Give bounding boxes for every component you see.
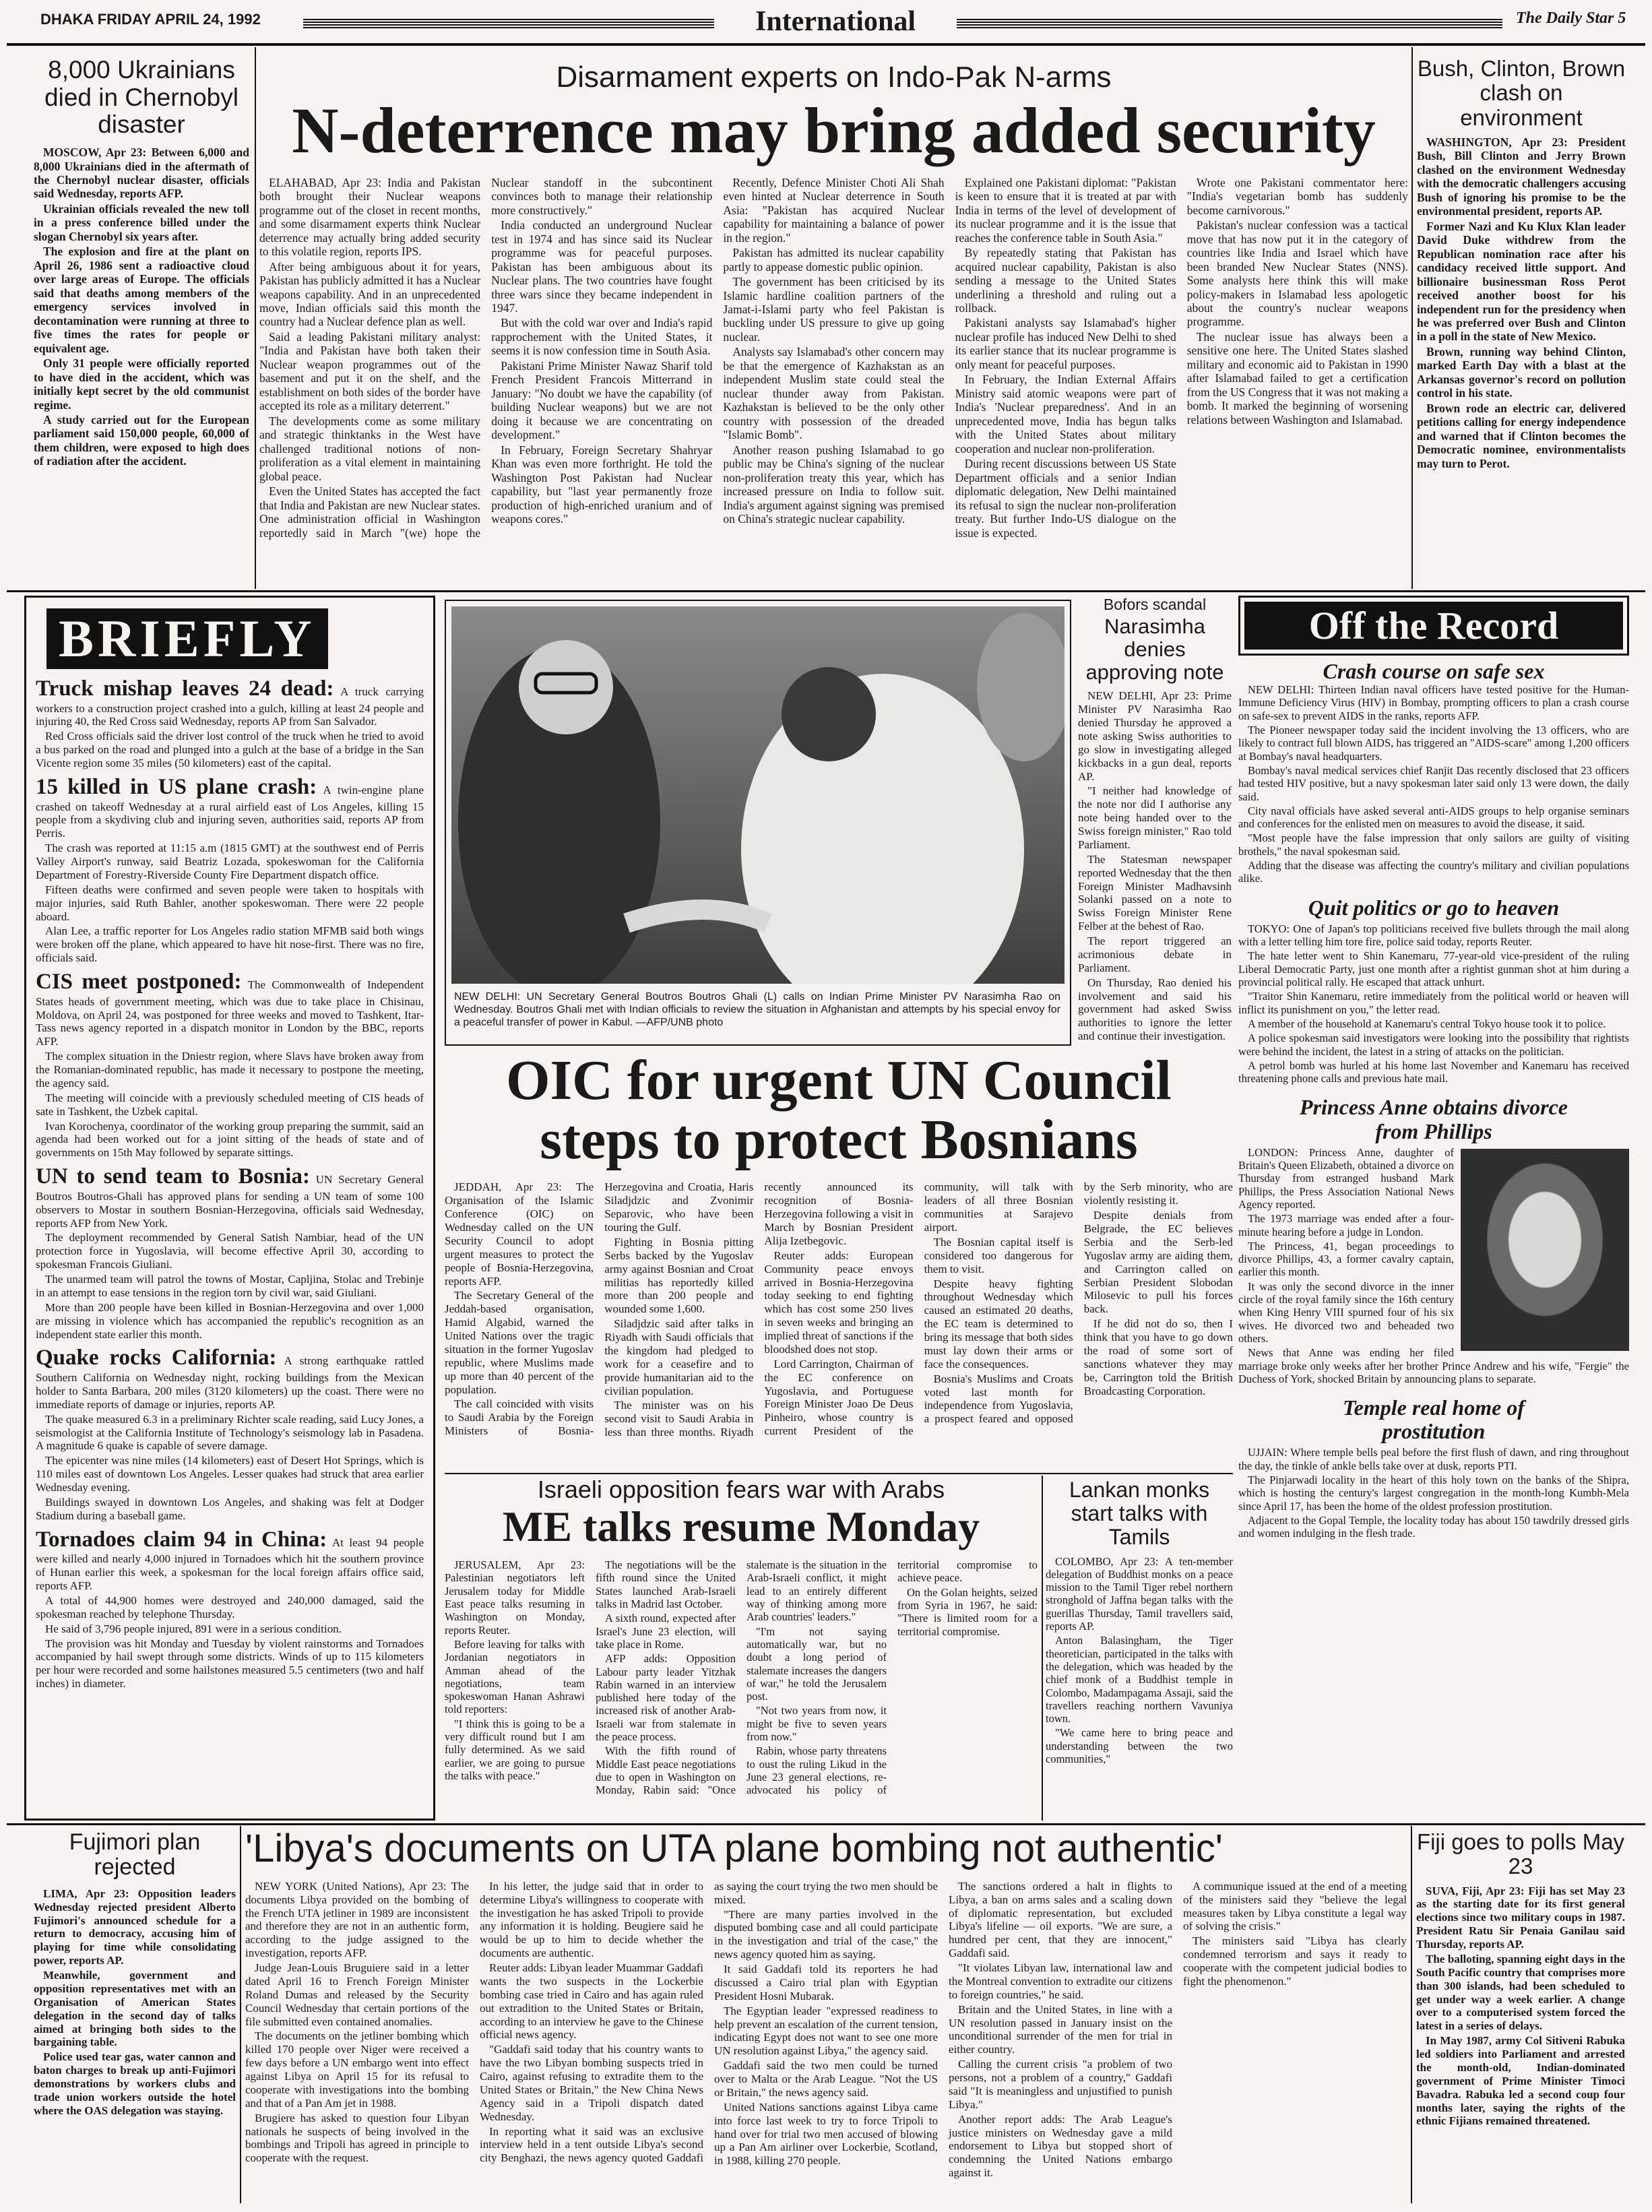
paragraph: The Secretary General of the Jeddah-based organisation, Hamid Algabid, warned the United Nations over the tragic situation in the former Yugoslav republic, where Muslims made up more than 40 percent of the population. [445,1289,594,1396]
paragraph: The sanctions ordered a halt in flights to Libya, a ban on arms sales and a scaling down of diplomatic representation, but excluded Libya's lifeline — oil exports. "We are sure, a hundred per cent, that they are innocent," Gaddafi said. [949,1879,1172,1960]
paragraph: TOKYO: One of Japan's top politicians received five bullets through the mail along with a letter telling him tore fire, police said today, reports Reuter. [1238,922,1629,949]
brief-item [36,1527,424,1690]
paragraph: In reporting what it said was an exclusive interview held in a tent outside Libya's second city Benghazi, the news agency quoted Gaddafi as saying the court trying the two men should be mixed. [480,1879,938,2165]
paragraph: The government has been criticised by its Islamic hardline coalition partners of the Jamat-i-Islami party who feel Pakistan is buckling under US pressure to give up going nuclear. [723,275,945,344]
paragraph: The balloting, spanning eight days in the South Pacific country that comprises more than 300 islands, had been scheduled to get under way a week earlier. A change over to a computerised system forced the latest in a series of delays. [1416,1952,1625,2033]
paragraph: Pakistani analysts say Islamabad's higher nuclear profile has induced New Delhi to shed its earlier stance that its nuclear programme is only meant for peaceful purposes. [955,316,1176,371]
paragraph: The Pinjarwadi locality in the heart of this holy town on the banks of the Shipra, which is hosting the century's largest congregation in the month-long Kumbh-Mela since April 17, has been the home of the oldest profession prostitution. [1238,1474,1629,1513]
paragraph: The deployment recommended by General Satish Nambiar, head of the UN protection force in Yugoslavia, will become effective April 30, according to spokesman Francois Giuliani. [36,1231,424,1271]
otr-headline: Temple real home of prostitution [1343,1395,1525,1444]
paragraph: The Princess, 41, began proceedings to divorce Phillips, 43, a former cavalry captain, earlier this month. [1238,1239,1454,1279]
paragraph: He said of 3,796 people injured, 891 were in a serious condition. [45,1622,342,1635]
paragraph: Recently, Defence Minister Choti Ali Shah even hinted at Nuclear deterrence in South Asia: "Pakistan has acquired Nuclear capability for maintaining a balance of power in the region." [723,175,945,245]
paragraph: Said a leading Pakistani military analyst: "India and Pakistan have both taken their Nuclear weapon programmes out of the basement and put it on the shelf, and the establishment on both sides of the border have accepted its role as a military deterrent." [259,329,481,413]
paragraph: Before leaving for talks with Jordanian negotiators in Amman ahead of the negotiations, team spokeswoman Hanan Ashrawi told reporters: [445,1637,585,1716]
paragraph: NEW YORK (United Nations), Apr 23: The documents Libya provided on the bombing of the French UTA jetliner in 1989 are inconsistent and therefore they are not in an authentic form, according to the judge assigned to the investigation, reports AFP. [245,1879,469,1960]
paragraph: Lord Carrington, Chairman of the EC conference on Yugoslavia, and Portuguese Foreign Minister Joao De Deus Pinheiro, whose country is current President of the community, will talk with leaders of all three Bosnian communities at Sarajevo airport. [764,1180,1073,1438]
paragraph: "It violates Libyan law, international law and the Montreal convention to extradite our citizens to foreign countries," he said. [949,1961,1172,2001]
paragraph: UJJAIN: Where temple bells peal before the first flush of dawn, and ring throughout the day, the tinkle of ankle bells take over at dusk, reports PTI. [1238,1446,1629,1472]
paragraph: The negotiations will be the fifth round since the United States launched Arab-Israeli talks in Madrid last October. [596,1558,736,1611]
article-headline: OIC for urgent UN Council steps to protect Bosnians [506,1051,1172,1172]
paragraph: The explosion and fire at the plant on April 26, 1986 sent a radioactive cloud over large areas of Europe. The officials said that deaths among members of the emergency services involved in decontamination were running at three to five times the rates for people or equivalent age. [34,245,249,355]
paragraph: City naval officials have asked several anti-AIDS groups to help organise seminars and conferences for the enlisted men on measures to avoid the disease, it said. [1238,804,1629,831]
paragraph: Bombay's naval medical services chief Ranjit Das recently disclosed that 23 officers had tested HIV positive, but a navy spokesman later said only 13 were down, the daily said. [1238,763,1629,803]
article-headline: ME talks resume Monday [502,1503,980,1550]
paragraph: The Pioneer newspaper today said the incident involving the 13 officers, who are likely to contract full blown AIDS, has triggered an "AIDS-scare" among 1,200 officers at Bombay's naval headquarters. [1238,724,1629,763]
paragraph: The crash was reported at 11:15 a.m (1815 GMT) at the southwest end of Perris Valley Airport's runway, said Beatriz Lozada, spokeswoman for the California Department of Forestry-Riverside County Fire Department dispatch office. [36,842,424,881]
paragraph: Calling the current crisis "a problem of two persons, not a problem of a country," Gaddafi said "It is meaningless and unjustified to punish Libya." [949,2058,1172,2111]
paragraph: "There are many parties involved in the disputed bombing case and all could participate in the investigation and trial of the case," the news agency quoted him as saying. [714,1907,938,1961]
paragraph: In February, Foreign Secretary Shahryar Khan was even more forthright. He told the Washington Post Pakistan had Nuclear capability, but "last year permanently froze production of high-enriched uranium and of weapons cores." [491,443,713,526]
paragraph: On Thursday, Rao denied his involvement and said his government had asked Swiss authorities to ignore the letter and continue their investigation. [1078,976,1232,1043]
paragraph: More than 200 people have been killed in Bosnian-Herzegovina and over 1,000 are missing in violence which has accompanied the republic's recognition as an independent state earlier this month. [36,1300,424,1341]
paragraph: SUVA, Fiji, Apr 23: Fiji has set May 23 as the starting date for its first general elections since two military coups in 1987. President Ratu Sir Penaia Ganilau said Thursday, reports AP. [1416,1884,1625,1951]
briefly-title: BRIEFLY [46,608,328,669]
article-headline: Lankan monks start talks with Tamils [1069,1478,1210,1550]
photo-block [445,600,1071,1046]
masthead-dateline: DHAKA FRIDAY APRIL 24, 1992 [40,11,261,28]
paragraph: A total of 44,900 homes were destroyed and 240,000 damaged, said the spokesman reached by telephone Thursday. [36,1593,424,1620]
paragraph: The unarmed team will patrol the towns of Mostar, Capljina, Stolac and Trebinje in an attempt to ease tensions in the region torn by civil war, said Giuliani. [36,1273,424,1299]
masthead-section: International [755,6,916,37]
paragraph: ELAHABAD, Apr 23: India and Pakistan both brought their Nuclear weapons programme out of the closet in recent months, and some disarmament experts think Nuclear deterrence may actually bring added security to this volatile region, reports IPS. [259,175,481,259]
paragraph: Brugiere has asked to question four Libyan nationals he suspects of being involved in the bombings and Tripoli has agreed in principle to cooperate with the request. [245,2111,469,2165]
article-kicker: Disarmament experts on Indo-Pak N-arms [556,61,1112,94]
paragraph: Only 31 people were officially reported to have died in the accident, which was initially kept secret by the old communist regime. [34,356,249,412]
paragraph: Despite denials from Belgrade, the EC believes Serbia and the Serb-led Yugoslav army are aiding them, and Carrington called on Serbian President Slobodan Milosevic to pull his forces back. [1083,1209,1233,1316]
paragraph: During recent discussions between US State Department officials and a senior Indian diplomatic delegation, New Delhi maintained its refusal to sign the nuclear non-proliferation treaty. But further Indo-US dialogue on the issue is expected. [955,457,1176,540]
off-the-record-column [1238,596,1629,1821]
paragraph: A strong earthquake rattled Southern California on Wednesday night, rocking buildings from the Mexican holder to Santa Barbara, 200 miles (3120 kilometers) up the coast. There were no immediate reports of damage or injuries, reports AP. [36,1354,424,1411]
paragraph: "Most people have the false impression that only sailors are guilty of visiting brothels," the naval spokesman said. [1238,831,1629,858]
paragraph: Anton Balasingham, the Tiger theoretician, participated in the talks with the delegation, which was headed by the chief monk of a Buddhist temple in Colombo, Madampagama Assaji, said the travellers reaching northern Vavuniya town. [1046,1634,1233,1726]
article-headline: Narasimha denies approving note [1085,614,1224,685]
paragraph: News that Anne was ending her filed marriage broke only weeks after her brother Prince Andrew and his wife, "Fergie" the Duchess of York, shocked Britain by announcing plans to separate. [1238,1346,1629,1385]
paragraph: "Traitor Shin Kanemaru, retire immediately from the political world or heaven will inflict its punishment on you," the letter read. [1238,990,1629,1016]
paragraph: A petrol bomb was hurled at his home last November and Kanemaru has received threatening phone calls and previous hate mail. [1238,1058,1629,1085]
article-oic [445,1051,1233,1469]
brief-item [36,1345,424,1522]
paragraph: UN Secretary General Boutros Boutros-Ghali has approved plans for sending a UN team of some 100 observers to Mostar in southern Bosnian-Herzegovina, officials said Wednesday, reports AFP from New York. [36,1173,424,1230]
article-headline: 'Libya's documents on UTA plane bombing not authentic' [245,1827,1223,1870]
article-headline: N-deterrence may bring added security [292,94,1376,166]
otr-headline: Princess Anne obtains divorce from Phillips [1300,1095,1568,1143]
paragraph: But with the cold war over and India's rapid rapprochement with the United States, it seems it is now confession time in South Asia. [491,316,713,358]
brief-lead: Truck mishap leaves 24 dead: [36,676,334,701]
paragraph: Pakistani Prime Minister Nawaz Sharif told French President Francois Mitterrand in January: "No doubt we have the capability (of building Nuclear weapons) but we are not doing it because we are concentrating on development." [491,358,713,442]
paragraph: Another report adds: The Arab League's justice ministers on Wednesday gave a mild endorsement to Libya but stopped short of condemning the United Nations embargo against it. [949,2112,1172,2180]
paragraph: Judge Jean-Louis Bruguiere said in a letter dated April 16 to French Foreign Minister Roland Dumas and released by the Security Council Wednesday that certain portions of the file submitted even contained anomalies. [245,1961,469,2028]
article-headline: Bush, Clinton, Brown clash on environment [1417,57,1626,130]
paragraph: "I think this is going to be a very difficult round but I am fully determined. As we said earlier, we are going to pursue the talks with peace." [445,1717,585,1782]
paragraph: Explained one Pakistani diplomat: "Pakistan is keen to ensure that it is treated at par with India in terms of the level of development of its nuclear programme and it is the issue that reaches the conference table in South Asia." [955,175,1176,245]
paragraph: The report triggered an acrimonious debate in Parliament. [1078,935,1232,974]
paragraph: NEW DELHI: Thirteen Indian naval officers have tested positive for the Human-Immune Deficiency Virus (HIV) in Bombay, prompting officers to plan a crash course on safe-sex to prevent AIDS in the ranks, reports AFP. [1238,683,1629,722]
paragraph: In February, the Indian External Affairs Ministry said atomic weapons were part of India's 'Nuclear preparedness'. And in an unprecedented move, India has begun talks with the United States about military cooperation and nuclear non-proliferation. [955,373,1176,455]
article-n-deterrence [259,49,1408,588]
otr-headline: Crash course on safe sex [1323,659,1545,683]
paragraph: Analysts say Islamabad's other concern may be that the emergence of Kazhakstan as an independent Muslim state could steal the nuclear thunder away from Pakistan. Kazhakstan is believed to be the only other country with possession of the dreaded "Islamic Bomb". [723,345,945,442]
brief-lead: CIS meet postponed: [36,970,242,994]
paragraph: Buildings swayed in downtown Los Angeles, and shaking was felt at Dodger Stadium during a baseball game. [36,1495,424,1522]
brief-item [36,774,424,965]
briefly-body [36,676,424,1690]
paragraph: The epicenter was nine miles (14 kilometers) east of Desert Hot Springs, which is 110 miles east of downtown Los Angeles. Lesser quakes had struck that area earlier Wednesday evening. [36,1454,424,1494]
paragraph: United Nations sanctions against Libya came into force last week to try to force Tripoli to hand over for trial two men accused of blowing up a Pan Am airliner over Lockerbie, Scotland, in 1988, killing 270 people. [714,2100,938,2168]
brief-item [36,969,424,1160]
article-body [1078,689,1232,1043]
paragraph: "Not two years from now, it might be five to seven years from now." [746,1704,887,1744]
article-lankan-monks [1046,1478,1233,1821]
article-body [1046,1555,1233,1766]
paragraph: With the fifth round of Middle East peace negotiations due to open in Washington on Monday, Rabin said: "Once stalemate is the situation in the Arab-Israeli conflict, it might lead to an entirely different way of thinking among more Arab countries' leaders." [596,1558,887,1797]
brief-lead: Tornadoes claim 94 in China: [36,1527,327,1552]
article-bush-clinton [1417,57,1626,589]
news-photo [451,606,1065,984]
paragraph: At least 94 people were killed and nearly 4,000 injured in Tornadoes which hit the southern province of Hunan earlier this week, a spokesman for the local foreign affairs office said, reports AFP. [36,1536,424,1593]
paragraph: India conducted an underground Nuclear test in 1974 and has since said its Nuclear programme was for peaceful purposes. Pakistan has been ambiguous about its Nuclear plans. The two countries have fought three wars since they became independent in 1947. [491,218,713,315]
paragraph: It was only the second divorce in the inner circle of the royal family since the 16th century when King Henry VIII spurned four of his six wives. He divorced two and beheaded two others. [1238,1279,1454,1345]
paragraph: LONDON: Princess Anne, daughter of Britain's Queen Elizabeth, obtained a divorce on Thursday from estranged husband Mark Phillips, the Press Association National News Agency reported. [1238,1145,1454,1211]
article-body [1416,1885,1625,2128]
paragraph: The minister was on his second visit to Saudi Arabia in less than three months. Riyadh recently announced its recognition of Bosnia-Herzegovina following a visit in March by Bosnian President Alija Izetbegovic. [604,1180,914,1439]
article-fujimori [34,1830,236,2201]
paragraph: Red Cross officials said the driver lost control of the truck when he tried to avoid a bus parked on the road and plunged into a gulch at the base of a bridge in the San Vicente region some 35 miles (50 kilometers) east of the capital. [36,730,424,770]
paragraph: If he did not do so, then I think that you have to go down the road of some sort of sanctions whatever they may be, Carrington told the British Broadcasting Corporation. [1083,1317,1233,1397]
article-body [1417,135,1626,470]
paragraph: The ministers said "Libya has clearly condemned terrorism and says it ready to cooperate with the competent judicial bodies to fight the phenomenon." [1183,1934,1407,1988]
paragraph: The quake measured 6.3 in a preliminary Richter scale reading, said Lucy Jones, a seismologist at the California Institute of Technology's seismology lab in Pasadena. A magnitude 6 quake is capable of severe damage. [36,1412,424,1453]
paragraph: Siladjdzic said after talks in Riyadh with Saudi officials that the kingdom had pledged to work for a ceasefire and to provide humanitarian aid to the civilian population. [604,1317,754,1397]
paragraph: A sixth round, expected after Israel's June 23 election, will take place in Rome. [596,1612,736,1651]
paragraph: Police used tear gas, water cannon and baton charges to break up anti-Fujimori demonstrations by workers clubs and trade union workers outside the hotel where the OAS delegation was staying. [34,2050,236,2117]
paragraph: The Commonwealth of Independent States heads of government meeting, which was due to take place in Chisinau, Moldova, on April 24, was postponed for three weeks and moved to Tashkent, Itar-Tass news agency reported in a dispatch monitor in London by the BBC, reports AFP. [36,978,424,1048]
article-headline: Fujimori plan rejected [69,1830,201,1881]
paragraph: "I'm not saying automatically war, but no doubt a long period of stalemate increases the dangers of war," he told the Jerusalem post. [746,1624,887,1703]
paragraph: On the Golan heights, seized from Syria in 1967, he said: "There is limited room for a territorial compromise. [897,1585,1038,1638]
paragraph: Former Nazi and Ku Klux Klan leader David Duke withdrew from the Republican nomination race after his candidacy received little support. And billionaire businessman Ross Perot received another boost for his independent run for the presidency when he was preferred over Bush and Clinton in a poll in the state of New Mexico. [1417,219,1626,344]
paragraph: WASHINGTON, Apr 23: President Bush, Bill Clinton and Jerry Brown clashed on the environment Wednesday with the democratic challengers accusing Bush of ignoring his promise to be the environmental president, reports AP. [1417,135,1626,218]
paragraph: Another reason pushing Islamabad to go public may be China's signing of the nuclear non-proliferation treaty this year, which has increased pressure on India to follow suit. India's argument against signing was premised on China's strategic nuclear capability. [723,443,945,526]
paragraph: Reuter adds: European Community peace envoys arrived in Bosnia-Herzegovina today seeking to end fighting which has cost some 250 lives in seven weeks and bringing an implied threat of sanctions if the bloodshed does not stop. [764,1249,914,1356]
paragraph: The 1973 marriage was ended after a four-minute hearing before a judge in London. [1238,1212,1454,1238]
paragraph: "We came here to bring peace and understanding between the two communities," [1046,1726,1233,1766]
paragraph: After being ambiguous about it for years, Pakistan has publicly admitted it has a Nuclear weapons capability. And in an unprecedented move, Indian officials said this month the country had a Nuclear defence plan as well. [259,259,481,329]
article-body [445,1180,1233,1447]
paragraph: The provision was hit Monday and Tuesday by violent rainstorms and Tornadoes accompanied by hail swept through some districts. Winds of up to 115 kilometers per hour were recorded and some hailstones measured 5.5 centimeters (two and half inches) in diameter. [36,1637,424,1690]
paragraph: The nuclear issue has always been a sensitive one here. The United States slashed military and economic aid to Pakistan in 1990 after Islamabad failed to get a certification from the US Congress that it was not making a bomb. It marked the beginning of worsening relations between Washington and Islamabad. [1186,329,1408,426]
paragraph: Ivan Korochenya, coordinator of the working group preparing the summit, said an agenda had been worked out for a joint sitting of the heads of state and of governments on 15th May followed by separate sittings. [36,1119,424,1160]
paragraph: The developments come as some military and strategic thinktanks in the West have challenged traditional notions of non-proliferation as a vital element in maintaining global peace. [259,414,481,483]
paragraph: Meanwhile, government and opposition representatives met with an Organisation of American States delegation in the second day of talks aimed at bringing both sides to the bargaining table. [34,1969,236,2049]
paragraph: Alan Lee, a traffic reporter for Los Angeles radio station MFMB said both wings were broken off the plane, which appeared to have hit nose-first. There was no fire, officials said. [36,924,424,965]
paragraph: JERUSALEM, Apr 23: Palestinian negotiators left Jerusalem today for Middle East peace talks resuming in Washington on Monday, reports Reuter. [445,1558,585,1637]
paragraph: Britain and the United States, in line with a UN resolution passed in January insist on the unconditional surrender of the men for trial in either country. [949,2002,1172,2056]
article-bofors [1078,596,1232,1044]
paragraph: The call coincided with visits to Saudi Arabia by the Foreign Ministers of Bosnia-Herzegovina and Croatia, Haris Siladjdzic and Zvonimir Separovic, who have been touring the Gulf. [445,1180,754,1438]
paragraph: In his letter, the judge said that in order to determine Libya's willingness to cooperate with the investigation he has asked Tripoli to provide any information it is holding. Beugiere said he would be up to him to decide whether the documents are authentic. [480,1879,703,1960]
article-ukraine [34,57,249,589]
paragraph: A truck carrying workers to a construction project crashed into a gulch, killing at least 24 people and injuring 40, the Red Cross said Wednesday, reports AP from San Salvador. [36,685,424,728]
paragraph: By repeatedly stating that Pakistan has acquired nuclear capability, Pakistan is also sending a message to the United States underlining a threshold and ruling out a rollback. [955,246,1176,315]
paragraph: Fighting in Bosnia pitting Serbs backed by the Yugoslav army against Bosnian and Croat militias has reportedly killed more than 200 people and wounded some 1,600. [604,1235,754,1316]
paragraph: The Egyptian leader "expressed readiness to help prevent an escalation of the current tension, indicating Egypt does not want to see one more UN resolution against Libya," the agency said. [714,2004,938,2058]
paragraph: A twin-engine plane crashed on takeoff Wednesday at a rural airfield east of Los Angeles, killing 15 people from a skydiving club and injuring seven, authorities said, reports AP from Perris. [36,783,424,840]
masthead-paper: The Daily Star 5 [1516,9,1626,27]
article-body [34,1887,236,2118]
article-kicker: Israeli opposition fears war with Arabs [537,1476,945,1503]
paragraph: A study carried out for the European parliament said 150,000 people, 60,000 of them children, were exposed to high does of radiation after the accident. [34,412,249,468]
paragraph: Fifteen deaths were confirmed and seven people were taken to hospitals with major injuries, said Ruth Bahler, another spokeswoman. There were 22 people aboard. [36,883,424,923]
paragraph: Reuter adds: Libyan leader Muammar Gaddafi wants the two suspects in the Lockerbie bombing case tried in Cairo and has again ruled out extradition to the United States or Britain, according to an interview he gave to the Chinese official news agency. [480,1961,703,2042]
brief-item [36,1164,424,1341]
paragraph: Despite heavy fighting throughout Wednesday which caused an estimated 20 deaths, the EC team is determined to bring its message that both sides must lay down their arms or face the consequences. [924,1277,1073,1370]
paragraph: A communique issued at the end of a meeting of the ministers said they "believe the legal measures taken by Libya constitute a legal way of solving the crisis." [1183,1879,1407,1933]
paragraph: The Bosnian capital itself is considered too dangerous for them to visit. [924,1235,1073,1275]
paragraph: Gaddafi said the two men could be turned over to Malta or the Arab League. "Not the US or Britain," the news agency said. [714,2059,938,2099]
paragraph: Even the United States has accepted the fact that India and Pakistan are new Nuclear states. One administration official in Washington reportedly said in March "(we) hope the Nuclear standoff in the subcontinent convinces both to manage their relationship more constructively." [259,175,713,540]
article-headline: Fiji goes to polls May 23 [1416,1830,1625,1879]
brief-lead: Quake rocks California: [36,1346,277,1370]
article-me-talks [445,1476,1038,1821]
article-body [445,1558,1038,1798]
paragraph: NEW DELHI, Apr 23: Prime Minister PV Narasimha Rao denied Thursday he approved a note asking Swiss authorities to go slow in investigating alleged kickbacks in a gun deal, reports AP. [1078,689,1232,783]
article-libya [245,1827,1407,2205]
paragraph: Adding that the disease was affecting the country's military and civilian populations alike. [1238,859,1629,885]
paragraph: Brown, running way behind Clinton, marked Earth Day with a blast at the Arkansas governor's record on pollution control in his state. [1417,344,1626,400]
paragraph: Rabin, whose party threatens to oust the ruling Likud in the June 23 general elections, re-advocated his policy of territorial compromise to achieve peace. [746,1558,1038,1797]
paragraph: The documents on the jetliner bombing which killed 170 people over Niger were received a few days before a UN embargo went into effect against Libya on April 15 for its refusal to cooperate with investigations into the bombing and that of a Pan Am jet in 1988. [245,2029,469,2110]
paragraph: The hate letter went to Shin Kanemaru, 77-year-old vice-president of the ruling Liberal Democratic Party, just one month after a rightist gunman shot at him during a provincial political rally. He escaped that attack unhurt. [1238,949,1629,989]
paragraph: Brown rode an electric car, delivered petitions calling for energy independence and warned that if Clinton becomes the Democratic nominee, environmentalists may turn to Perot. [1417,401,1626,470]
briefly-column [24,596,435,1821]
otr-body [1238,660,1629,1540]
paragraph: Bosnia's Muslims and Croats voted last month for independence from Yugoslavia, a prospect feared and opposed by the Serb minority, who are violently resisting it. [924,1180,1233,1426]
photo-caption: NEW DELHI: UN Secretary General Boutros Boutros Ghali (L) calls on Indian Prime Minister PV Narasimha Rao on Wednesday. Boutros Ghali met with Indian officials to review the situation in Afghanistan and attempts by his special envoy for a peaceful transfer of power in Kabul. —AFP/UNB photo [454,991,1060,1029]
paragraph: The complex situation in the Dniestr region, where Slavs have broken away from the Romanian-dominated republic, has made it necessary to postpone the meeting, the agency said. [36,1050,424,1089]
article-body [34,146,249,468]
paragraph: Wrote one Pakistani commentator here: "India's vegetarian bomb has suddenly become carnivorous." [1186,175,1408,217]
paragraph: Pakistan has admitted its nuclear capability partly to appease domestic public opinion. [723,246,945,274]
paragraph: The Statesman newspaper reported Wednesday that the then Foreign Minister Madhavsinh Solanki passed on a note to Swiss Foreign Minister Rene Felber at the behest of Rao. [1078,852,1232,933]
paragraph: A police spokesman said investigators were looking into the possibility that rightists were behind the incident, the latest in a string of attacks on the politician. [1238,1032,1629,1058]
brief-item [36,676,424,770]
masthead [7,4,1645,42]
paragraph: In May 1987, army Col Sitiveni Rabuka led soldiers into Parliament and arrested the month-old, Indian-dominated government of Prime Minister Timoci Bavadra. Rabuka led a second coup four months later, saying the rights of the ethnic Fijians remained threatened. [1416,2034,1625,2128]
article-body [259,176,1408,553]
princess-anne-photo [1461,1149,1629,1351]
paragraph: LIMA, Apr 23: Opposition leaders Wednesday rejected president Alberto Fujimori's announced schedule for a return to democracy, accusing him of playing for time while consolidating power, reports AP. [34,1887,236,1967]
paragraph: JEDDAH, Apr 23: The Organisation of the Islamic Conference (OIC) on Wednesday called on the UN Security Council to adopt urgent measures to protect the people of Bosnia-Herzegovina, reports AFP. [445,1180,594,1288]
brief-lead: 15 killed in US plane crash: [36,774,317,799]
paragraph: Pakistan's nuclear confession was a tactical move that has now put it in the category of countries like India and Israel which have been branded New Nuclear States (NNS). Some analysts here think this will make policy-makers in Islamabad less apologetic about the country's nuclear weapons programme. [1186,218,1408,329]
paragraph: AFP adds: Opposition Labour party leader Yitzhak Rabin warned in an interview published here today of the increased risk of another Arab-Israeli war from stalemate in the peace process. [596,1652,736,1744]
paragraph: The meeting will coincide with a previously scheduled meeting of CIS heads of sate in Tashkent, the Uzbek capital. [36,1091,424,1118]
paragraph: COLOMBO, Apr 23: A ten-member delegation of Buddhist monks on a peace mission to the Tamil Tiger rebel northern stronghold of Jaffna began talks with the guerillas Thursday, Tamil travellers said, reports AP. [1046,1554,1233,1633]
paragraph: MOSCOW, Apr 23: Between 6,000 and 8,000 Ukrainians died in the aftermath of the Chernobyl nuclear disaster, officials said Wednesday, reports AFP. [34,146,249,201]
paragraph: Ukrainian officials revealed the new toll in a press conference billed under the slogan Chernobyl six years after. [34,201,249,243]
otr-headline: Quit politics or go to heaven [1308,895,1560,920]
article-headline: 8,000 Ukrainians died in Chernobyl disaster [44,57,239,139]
paragraph: Adjacent to the Gopal Temple, the locality today has about 150 tawdrily dressed girls and women indulging in the flesh trade. [1238,1513,1629,1540]
paragraph: "Gaddafi said today that his country wants to have the two Libyan bombing suspects tried in Cairo, against refusing to extradite them to the United States or Britain," the New China News Agency said in a Tripoli dispatch dated Wednesday. [480,2043,703,2123]
paragraph: "I neither had knowledge of the note nor did I authorise any note being handed over to the Swiss foreign minister," Rao told Parliament. [1078,784,1232,851]
otr-title: Off the Record [1244,602,1623,650]
paragraph: A member of the household at Kanemaru's central Tokyo house took it to police. [1248,1017,1606,1030]
article-body [245,1880,1407,2190]
brief-lead: UN to send team to Bosnia: [36,1164,310,1189]
paragraph: It said Gaddafi told its reporters he had discussed a Cairo trial plan with Egyptian President Hosni Mubarak. [714,1963,938,2002]
article-fiji [1416,1830,1625,2201]
article-kicker: Bofors scandal [1103,596,1207,613]
